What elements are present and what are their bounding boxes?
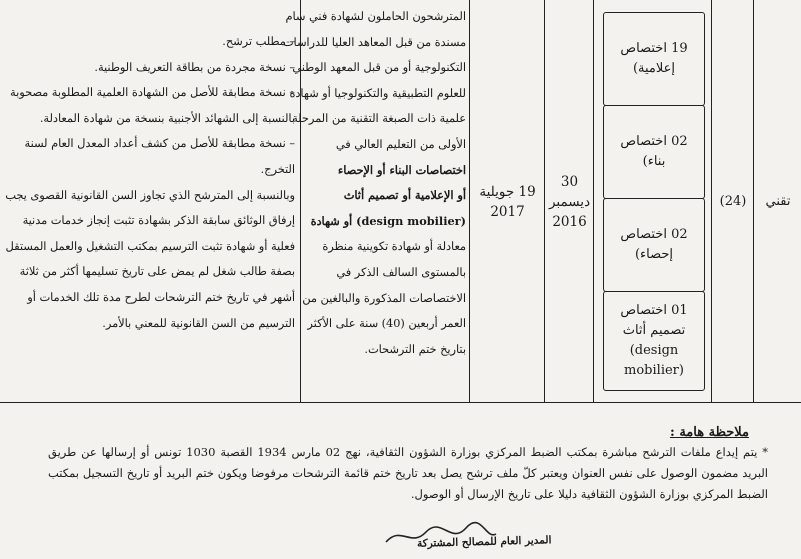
req-line-bold: أو الإعلامية أو تصميم أثاث: [343, 188, 466, 203]
req-line: معادلة أو شهادة تكوينية منظرة: [322, 240, 466, 254]
req-line-bold: اختصاصات البناء أو الإحصاء: [337, 162, 466, 177]
note-body: * يتم إيداع ملفات الترشح مباشرة بمكتب الضبط المركزي بوزارة الشؤون الثقافية، نهج 02 مارس 1934 القصبة 1030 تونس أو إرسالها عن طريق البريد مضمون الوصول على نفس العنوان ويعتبر كلّ ملف ترشح يصل بعد تاريخ ختم قائمة الترشحات مرفوضا ويكون ختم البريد أو تاريخ التسجيل بمكتب الضبط المركزي بوزارة الشؤون الثقافية دليلا على تاريخ الإرسال أو الوصول.: [48, 445, 768, 501]
spec-name: بناء): [642, 154, 666, 169]
column-divider: [469, 0, 470, 403]
doc-line: بالنسبة إلى الشهائد الأجنبية بنسخة من شهادة المعادلة.: [39, 111, 295, 125]
signature-title: المدير العام للمصالح المشتركة: [416, 534, 552, 550]
column-divider: [593, 0, 594, 403]
spec-box-statistics: [603, 198, 705, 292]
req-line: للعلوم التطبيقية والتكنولوجيا أو شهادة: [289, 86, 466, 100]
spec-count: 19 اختصاص: [620, 41, 688, 56]
doc-line: – نسخة مطابقة للأصل من الشهادة العلمية المطلوبة مصحوبة: [10, 86, 295, 100]
spec-box-informatics: [603, 12, 705, 106]
spec-count: 02 اختصاص: [620, 134, 688, 149]
open-date-cell: [546, 0, 593, 403]
req-line: علمية ذات الصبغة التقنية من المرحلة: [292, 112, 466, 126]
doc-line: – نسخة مطابقة للأصل من كشف أعداد المعدل العام لسنة: [24, 137, 295, 151]
doc-line: – نسخة مجردة من بطاقة التعريف الوطنية.: [94, 60, 295, 74]
column-divider: [544, 0, 545, 403]
req-line: بتاريخ ختم الترشحات.: [364, 342, 466, 356]
note-title: ملاحظة هامة :: [670, 425, 749, 440]
requirements-text: [282, 4, 466, 362]
req-line: العمر أربعين (40) سنة على الأكثر: [307, 317, 466, 331]
table-bottom-border: [0, 402, 801, 403]
doc-line: وبالنسبة إلى المترشح الذي تجاوز السن القانونية القصوى يجب: [5, 188, 295, 202]
close-date-cell: [471, 0, 544, 403]
doc-line: إرفاق الوثائق سابقة الذكر بشهادة تثبت إنجاز خدمات مدنية: [22, 214, 295, 228]
spec-count: 02 اختصاص: [620, 227, 688, 242]
req-line: المترشحون الحاملون لشهادة فني سام: [285, 10, 466, 23]
close-day-month: 19 جويلية: [479, 183, 536, 200]
open-day: 30: [560, 173, 579, 190]
req-line: التكنولوجية أو من قبل المعهد الوطني: [292, 61, 466, 75]
doc-line: فعلية أو شهادة تثبت الترسيم بمكتب التشغيل والعمل المستقل: [5, 239, 295, 253]
spec-box-construction: [603, 105, 705, 199]
doc-line: التخرج.: [260, 162, 295, 176]
doc-line: بصفة طالب شغل لم يمض على تاريخ تسليمها أكثر من ثلاثة: [19, 265, 295, 279]
req-line: الأولى من التعليم العالي في: [335, 137, 466, 151]
req-line: الاختصاصات المذكورة والبالغين من: [302, 291, 466, 305]
req-line-bold: (design mobilier) أو شهادة: [310, 213, 466, 228]
column-divider: [753, 0, 754, 403]
open-month: ديسمبر: [548, 193, 591, 210]
spec-box-furniture-design: [603, 291, 705, 391]
positions-total-cell: (24): [719, 193, 747, 209]
close-year: 2017: [490, 203, 525, 220]
doc-line: – مطلب ترشح.: [222, 35, 295, 48]
req-line: بالمستوى السالف الذكر في: [336, 265, 466, 279]
doc-line: الترسيم من السن القانونية للمعني بالأمر.: [102, 316, 295, 330]
documents-text: [5, 29, 295, 336]
req-line: مسندة من قبل المعاهد العليا للدراسات: [282, 35, 466, 49]
column-divider: [711, 0, 712, 403]
spec-name: إعلامية): [632, 61, 676, 76]
spec-name-latin: (design mobilier): [624, 343, 684, 378]
spec-name: إحصاء): [634, 247, 674, 262]
spec-name: تصميم أثاث: [622, 323, 686, 338]
specialty-cell: تقني: [765, 193, 791, 209]
spec-count: 01 اختصاص: [620, 303, 688, 318]
doc-line: أشهر في تاريخ ختم الترشحات لطرح مدة تلك الخدمات أو: [27, 290, 295, 304]
open-year: 2016: [552, 213, 587, 230]
